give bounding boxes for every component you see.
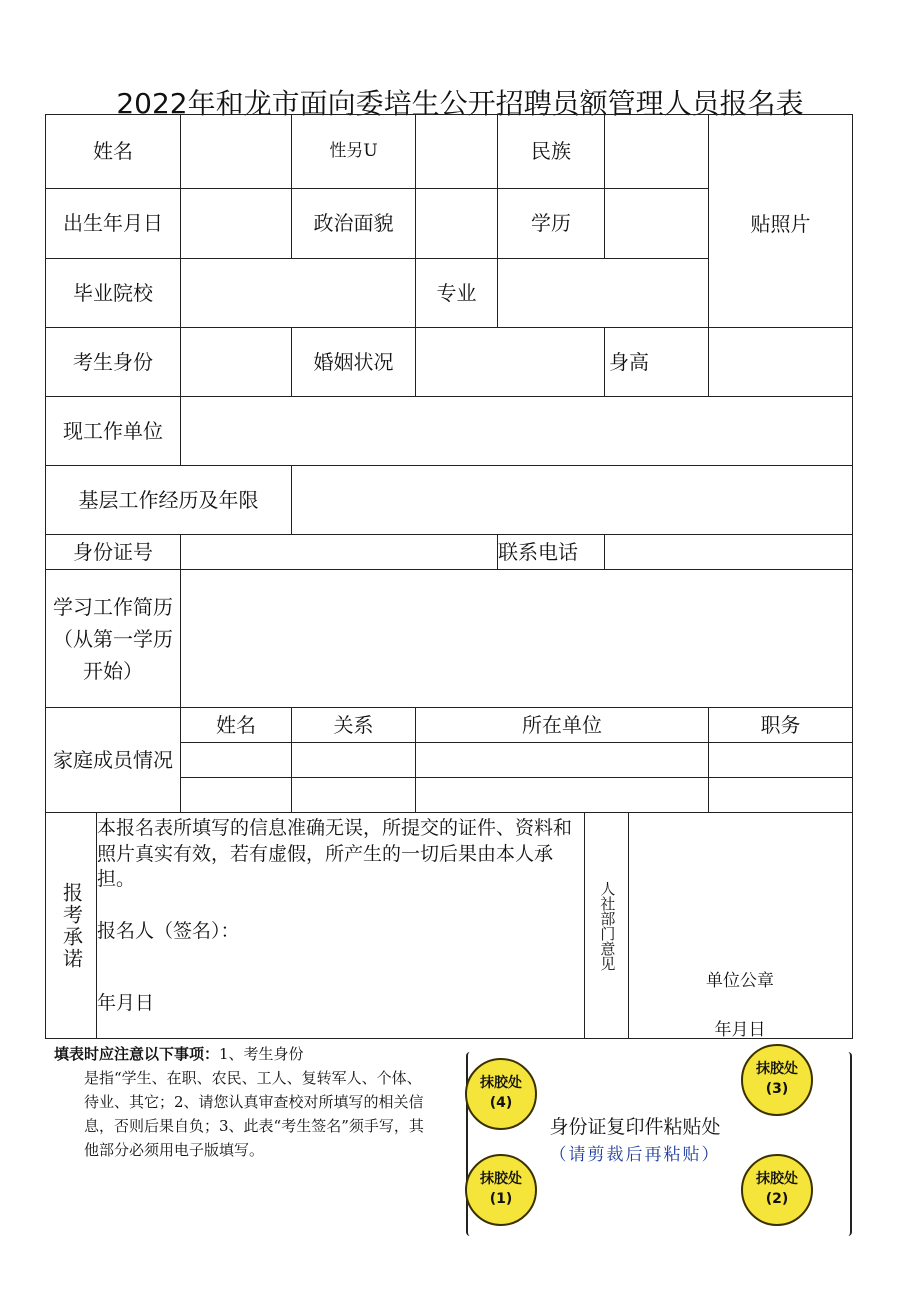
family-row-1-name[interactable] [180, 742, 292, 778]
notes-body: 是指“学生、在职、农民、工人、复转军人、个体、待业、其它；2、请您认真审查校对所填写的相关信息，否则后果自负；3、此表“考生签名”须手写，其他部分必须用电子版填写。 [84, 1069, 424, 1159]
field-major[interactable] [497, 258, 709, 328]
hr-opinion-cell[interactable] [628, 812, 853, 1039]
field-work-unit[interactable] [180, 396, 853, 466]
family-header-name: 姓名 [180, 707, 292, 743]
resume-line-1: 学习工作简历 [53, 594, 173, 619]
family-row-1-unit[interactable] [415, 742, 709, 778]
field-phone[interactable] [604, 534, 853, 570]
glue-seal-4 [465, 1058, 537, 1130]
glue-seal-1 [465, 1154, 537, 1226]
family-row-2-unit[interactable] [415, 777, 709, 813]
glue-seal-1-num: (1) [489, 1191, 513, 1207]
family-header-position: 职务 [708, 707, 853, 743]
id-paste-sub: （请剪裁后再粘贴） [549, 1145, 721, 1165]
resume-line-3: 开始） [83, 658, 143, 683]
label-name: 姓名 [45, 114, 181, 189]
field-grassroots[interactable] [291, 465, 853, 535]
field-gender[interactable] [415, 114, 498, 189]
label-grassroots: 基层工作经历及年限 [45, 465, 292, 535]
glue-seal-2 [741, 1154, 813, 1226]
hr-label-cell [584, 812, 629, 1039]
pledge-signer[interactable]: 报名人（签名）： [97, 919, 240, 942]
field-id-number[interactable] [180, 534, 498, 570]
field-political[interactable] [415, 188, 498, 259]
glue-seal-1-text: 抹胶处 [480, 1171, 522, 1188]
family-row-2-position[interactable] [708, 777, 853, 813]
glue-seal-3-text: 抹胶处 [756, 1061, 798, 1078]
resume-line-2: （从第一学历 [53, 626, 173, 651]
field-name[interactable] [180, 114, 292, 189]
glue-seal-4-num: (4) [489, 1095, 513, 1111]
family-header-relation: 关系 [291, 707, 416, 743]
glue-seal-3-num: (3) [765, 1081, 789, 1097]
label-ethnicity: 民族 [497, 114, 605, 189]
pledge-date: 年月日 [97, 991, 155, 1014]
label-education: 学历 [497, 188, 605, 259]
pledge-text: 本报名表所填写的信息准确无误，所提交的证件、资料和照片真实有效，若有虚假，所产生的一切后果由本人承担。 [97, 817, 573, 891]
glue-seal-4-text: 抹胶处 [480, 1075, 522, 1092]
field-marital[interactable] [415, 327, 605, 397]
field-identity[interactable] [180, 327, 292, 397]
family-row-2-relation[interactable] [291, 777, 416, 813]
field-school[interactable] [180, 258, 416, 328]
hr-date: 年月日 [714, 1020, 766, 1040]
label-gender: 性另U [291, 114, 416, 189]
family-row-1-relation[interactable] [291, 742, 416, 778]
label-phone: 联系电话 [497, 534, 605, 570]
notes-first: 1、考生身份 [219, 1045, 304, 1063]
notes-lead: 填表时应注意以下事项： [54, 1045, 220, 1063]
unit-seal-label: 单位公章 [706, 971, 774, 991]
label-family: 家庭成员情况 [45, 707, 181, 813]
field-education[interactable] [604, 188, 709, 259]
label-identity: 考生身份 [45, 327, 181, 397]
label-school: 毕业院校 [45, 258, 181, 328]
glue-seal-2-text: 抹胶处 [756, 1171, 798, 1188]
label-political: 政治面貌 [291, 188, 416, 259]
glue-seal-2-num: (2) [765, 1191, 789, 1207]
label-height: 身高 [604, 327, 709, 397]
label-major: 专业 [415, 258, 498, 328]
field-birth[interactable] [180, 188, 292, 259]
pledge-content [97, 816, 582, 1016]
label-resume [45, 569, 181, 708]
fill-notes [54, 1042, 434, 1162]
label-id-number: 身份证号 [45, 534, 181, 570]
family-row-1-position[interactable] [708, 742, 853, 778]
field-ethnicity[interactable] [604, 114, 709, 189]
pledge-label: 报考承诺 [59, 881, 84, 970]
label-birth: 出生年月日 [45, 188, 181, 259]
label-work-unit: 现工作单位 [45, 396, 181, 466]
field-height[interactable] [708, 327, 853, 397]
glue-seal-3 [741, 1044, 813, 1116]
field-resume[interactable] [180, 569, 853, 708]
hr-label: 人社部门意见 [598, 880, 617, 971]
form-title: 2022年和龙市面向委培生公开招聘员额管理人员报名表 [116, 87, 804, 120]
family-header-unit: 所在单位 [415, 707, 709, 743]
family-row-2-name[interactable] [180, 777, 292, 813]
id-paste-main: 身份证复印件粘贴处 [549, 1116, 721, 1138]
photo-box[interactable]: 贴照片 [708, 114, 853, 328]
label-marital: 婚姻状况 [291, 327, 416, 397]
pledge-label-cell [45, 812, 97, 1039]
